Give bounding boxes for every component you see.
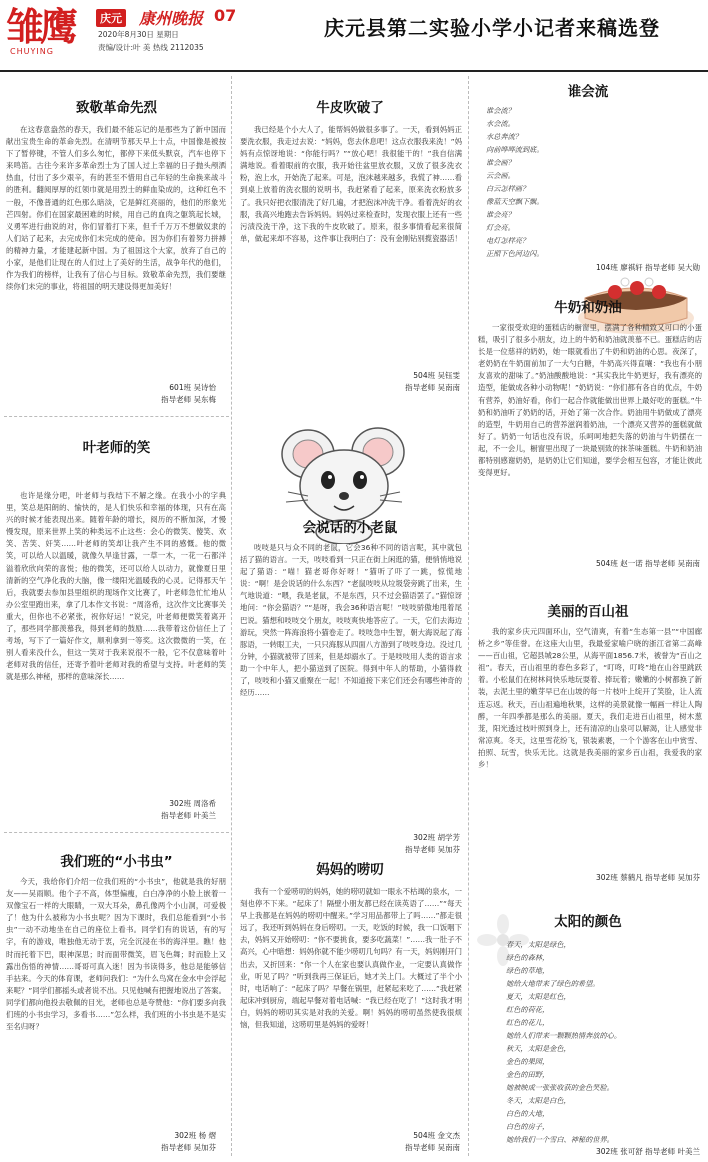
byline-teacher-label: 指导老师: [161, 811, 192, 820]
issue-date: 2020年8月30日 星期日: [98, 30, 179, 39]
page-number: 07: [214, 6, 237, 25]
logo-subtitle: CHUYING: [10, 47, 54, 56]
byline-teacher: 吴加芬: [677, 873, 700, 882]
byline-school: 302班: [596, 1147, 618, 1156]
article-body: 一家很受欢迎的蛋糕店的橱窗里，摆满了各种精致又可口的小蛋糕，吸引了很多小朋友，边上的牛奶和奶油就羡慕不已。蛋糕店的店长是一位慈祥的奶奶，她一眼就看出了牛奶和奶油的心思。夜深了，老奶奶在牛奶面前加了一大勺白糖，牛奶高兴得直嚷：“我也有小朋友喜欢的甜味了。”奶油酸酸地说：“其实我比牛奶更好，我有漂亮的造型，能做成各种小动物呢！”奶奶说：“你们都有各自的优点，牛奶有营养，奶油好看，你们一起合作就能做出世界上最好吃的蛋糕。”牛奶和奶油听了奶奶的话，开始了第一次合作。奶油用牛奶做成了漂亮的造型，牛奶用自己的营养滋润着奶油，一个漂亮又营养的蛋糕就做好了。奶奶一句话也没有说，乐呵呵地把失落的奶油与牛奶摆在一起，不一会儿，橱窗里出现了一块最别致的抹茶味蛋糕。牛奶和奶油都特别感谢奶奶，是奶奶让它们知道，要学会相互包容，才能让彼此变得更好。: [478, 323, 702, 478]
article-byline: [476, 872, 700, 884]
byline-author: 金文杰: [437, 1131, 460, 1140]
paper-name: 康州晚报: [139, 9, 204, 28]
article-title: 妈妈的唠叨: [316, 862, 384, 878]
section-divider: [4, 832, 229, 833]
column-divider: [231, 76, 232, 1156]
article-body: 吱吱是只与众不同的老鼠，它会36种不同的语言呢，其中就包括了猫的语言。一天，吱吱看到一只正在街上闲逛的猫，便悄悄地说起了猫语：“喵！猫老哥你好呀！”猫听了吓了一跳，惊慌地说：“啊！是会说话的什么东西？”老鼠吱吱从垃圾袋旁跳了出来，生气地说道：“喂，我是老鼠，不是东西，只不过会猫语罢了。”猫惊讶地问：“你会猫语？”“是呀，我会36种语言呢！”吱吱骄傲地甩着尾巴说。猫想和吱吱交个朋友，吱吱爽快地答应了。一天，它们去海边游玩，突然一阵海浪将小猫卷走了。吱吱急中生智，朝大海说起了海豚语，一转眼工夫，一只只海豚从四面八方游到了吱吱身边。没过几分钟，小猫就被带了回来，但是却溺水了。于是吱吱用人类的语言求助一个中年人，把小猫送到了医院。得到中年人的帮助，小猫得救了，吱吱和小猫又重聚在一起！不知道接下来它们还会有哪些神奇的经历……: [240, 543, 462, 698]
column-divider: [468, 76, 469, 1156]
article-title: 太阳的颜色: [554, 914, 622, 930]
article-body: 今天，我给你们介绍一位我们班的“小书虫”，他就是我的好朋友——吴雨顺。他个子不高，体型偏瘦，白白净净的小脸上嵌着一双像宝石一样的大眼睛，一双大耳朵，鼻孔像两个小山洞，可爱极了！他为什么被称为小书虫呢？因为下课时，我们总能看到“小书虫”一动不动地坐在自己的座位上看书。同学们有的说话，有的写字，有的游戏，唯独他无动于衷，完全沉浸在书的海洋里。瞧！他时而托着下巴，眼神深思；时而面带微笑，眉飞色舞；时而脸上又露出伤悟的神情……哥哥可真入迷！因为书读得多，他总是能够信手拈来。今天的体育课，老师问我们：“为什么鸟窝在金水中会浮起来呢？”同学们都摇头或者说不出。只见他喊有把握地说出了答案。同学们都向他投去敬佩的目光，老师也总是夸赞他：“你们要多向我们班的小书虫学习，多看书……”怎么样，我们班的小书虫是不是实至名归呀？: [6, 877, 226, 1032]
byline-teacher-label: 指导老师: [161, 395, 192, 404]
poem-line: 正照下色河边闪。: [486, 249, 544, 258]
section-divider: [4, 416, 229, 417]
byline-teacher: 吴南南: [677, 559, 700, 568]
poem-line: 夏天，太阳是红色，: [506, 992, 571, 1001]
poem-line: 水总奔流？: [486, 132, 522, 141]
article-title: 叶老师的笑: [82, 440, 151, 456]
byline-teacher: 叶美兰: [193, 811, 216, 820]
byline-author: 张可舒: [620, 1147, 643, 1156]
article-body: 也许是缘分吧，叶老师与我结下不解之缘。在我小小的字典里，笑总是阳朗的、愉快的，是人们快乐和幸福的体现，只有在高兴的时候才能表现出来。随着年龄的增长，阅历的不断加深，才慢慢发现，原来世界上笑的种类远不止这些：会心的微笑、傻笑、欢笑、苦笑、奸笑……叶老师的笑却让我产生不同的感慨。他的微笑，可以给人以温暖，就像久旱逢甘露，一草一木，一花一石都洋溢着欣欣向荣的喜悦；他的微笑，还可以给人以动力，就像夏日里清新的空气净化我的大脑，像一缕阳光温暖我的心灵。记得那天午后，我就要去参加县里组织的现场作文比赛了，叶老师急忙忙地从办公室里跑出来，拿了几本作文书说：“周洛希，这次作文比赛事关重大，但你也不必紧张，祝你好运！”说完，叶老师便微笑着离开了，那些同学都羡慕我，得到老师的鼓励……我带着这份信任上了考场，写下了一篇好作文，顺利拿到一等奖。这次微微的一笑，在别人看来没什么，但这一笑对于我来说很不一般，它不仅意味着叶老师对我的信任，还寄予着叶老师对我的希望与支持。叶老师的笑就是那么神秘，那样的意味深长……: [6, 491, 226, 682]
byline-teacher: 吴大勋: [677, 263, 700, 272]
poem-line: 白色的房子，: [506, 1122, 550, 1131]
byline-author: 周洛希: [193, 799, 216, 808]
article-body: 在这春意盎然的春天，我们最不能忘记的是那些为了新中国而献出宝贵生命的革命先烈。在清明节那天早上十点，中国像是被按下了暂停键，不管人们多么匆忙，都停下来低头默哀，汽车也停下来鸣笛。古往今来许多革命烈士为了国人过上幸福的日子抛头颅洒热血，付出了多少艰辛，有的甚至不惜用自己年轻的生命换来战斗的胜利。翻阅厚厚的红领巾就是用烈士的鲜血染成的，这种红色不一般，不像普通的红色那么暗淡，它是鲜红亮丽的，他们的形象光芒四射。你们在国家最困难的时候，用自己的血肉之躯筑起长城，义勇军进行曲说的对，你们冒着打下来，但千千万万不想做奴隶的人们站了起来，去完成你们未完成的使命。因为你们有着努力拼搏的精神力量，才能建起新中国。为了祖国这个大家，放弃了自己的小家，是他们让现在的人们过上了美好的生活，战争年代的他们，作为我们的榜样，让我有了信心与目标。致敬革命先烈，我们要继续你们未完的事业，将祖国的明天建设得更加美好！: [6, 125, 226, 292]
byline-teacher-label: 指导老师: [645, 1147, 676, 1156]
article-title: 美丽的百山祖: [547, 604, 629, 620]
byline-teacher-label: 指导老师: [405, 1143, 436, 1152]
poem-line: 白色的大地，: [506, 1109, 550, 1118]
header-rule: [0, 70, 708, 72]
byline-school: 504班: [596, 559, 618, 568]
poem-line: 春天，太阳是绿色，: [506, 940, 571, 949]
byline-teacher-label: 指导老师: [161, 1143, 192, 1152]
article-byline: [476, 558, 700, 570]
byline-author: 杨 熠: [198, 1131, 216, 1140]
article-byline: [6, 382, 216, 406]
article-title: 牛奶和奶油: [554, 300, 622, 316]
article-byline: [240, 1130, 460, 1154]
byline-school: 302班: [413, 833, 436, 842]
byline-school: 302班: [169, 799, 192, 808]
byline-teacher: 叶美兰: [677, 1147, 700, 1156]
byline-teacher: 吴南南: [437, 1143, 460, 1152]
byline-author: 胡学芳: [437, 833, 460, 842]
byline-teacher: 吴南南: [437, 383, 460, 392]
byline-author: 廖祺轩: [620, 263, 643, 272]
byline-teacher-label: 指导老师: [645, 263, 676, 272]
logo: 雏鹰: [6, 4, 75, 49]
byline-teacher-label: 指导老师: [645, 873, 676, 882]
poem-line: 金色的果园，: [506, 1057, 550, 1066]
byline-school: 104班: [596, 263, 618, 272]
byline-teacher-label: 指导老师: [405, 845, 436, 854]
article-title: 会说话的小老鼠: [302, 520, 398, 536]
byline-school: 504班: [413, 1131, 436, 1140]
poem-line: 白云怎样画？: [486, 184, 530, 193]
byline-author: 蔡鹤凡: [620, 873, 643, 882]
poem-line: 向前哗哗流到底。: [486, 145, 544, 154]
byline-teacher-label: 指导老师: [645, 559, 676, 568]
article-title: 我们班的“小书虫”: [60, 854, 173, 870]
poem-line: 她给大地带来了绿色的希望。: [506, 979, 600, 988]
article-body: 我有一个爱唠叨的妈妈，她的唠叨就如一眼永不枯竭的泉水，一刻也停不下来。“起床了！隔壁小朋友都已经在读英语了……”“每天早上我都是在妈妈的唠叨中醒来。”学习用品都带上了吗……”都走很远了，我还听到妈妈在身后唠叨。一天，吃饭的时候，我一口饭咽下去，妈妈又开始唠叨：“你不要挑食，要多吃蔬菜！”……我一肚子不高兴，心中暗想：妈妈你就不能少唠叨几句吗？有一天，妈妈刚开门出去，又折回来：“你一个人在家也要认真做作业，一定要认真做作业，听见了吗？”听到我再三保证后，她才关上门。大概过了半个小时，电话响了：“起床了吗？早餐在锅里，赶紧起来吃了……”我赶紧起床冲到厨房，端起早餐对着电话喊：“我已经在吃了！”这时我才明白，妈妈的唠叨其实是对我的关爱。啊！妈妈的唠叨虽然使我很烦恼，但我知道，这唠叨里是妈妈的爱呀！: [240, 887, 462, 1030]
article-body: 我的家乡庆元四面环山，空气清爽，有着“生态第一县”“中国廊桥之乡”等佳誉。在这座大山里，我最爱家喻户晓的浙江省第二高峰——百山祖，它超县城28公里，从海平面1856.7米，被誉为“百山之祖”。春天，百山祖里的春色多彩了，“叮咚，叮咚”地在山谷里跳跃着。小松鼠们在树林间快乐地玩耍着、捧玩着；嫩嫩的小树都换了新装，去泥土里的嫩芽早已在山坡的每一片枝叶上绽开了笑脸，让人流连忘返。秋天，百山祖遍地秋果，这样的美景就像一幅画一样让人陶醉，一年四季都是那么的美丽。夏天，我们走进百山祖里，树木葱茏，阳光透过枝叶照到身上，还有清凉的山泉可以解渴，让人感觉非常凉爽。冬天，这里雪花纷飞，银装素裹，一个个游客在山中赏雪、拍照、玩雪，快乐无比。这就是我美丽的家乡百山祖，我爱我的家乡！: [478, 627, 702, 770]
poem-body: [486, 104, 686, 260]
masthead: [6, 5, 274, 63]
poem-line: 谁会画？: [486, 158, 515, 167]
byline-school: 504班: [413, 371, 436, 380]
poem-line: 冬天，太阳是白色，: [506, 1096, 571, 1105]
page-headline: 庆元县第二实验小学小记者来稿选登: [324, 16, 660, 40]
poem-line: 她给人们带来一颗颗热情奔放的心。: [506, 1031, 622, 1040]
article-title: 牛皮吹破了: [316, 100, 384, 116]
poem-line: 红色的花儿，: [506, 1018, 550, 1027]
article-byline: [476, 1146, 700, 1158]
byline-teacher-label: 指导老师: [405, 383, 436, 392]
poem-line: 金色的田野，: [506, 1070, 550, 1079]
poem-line: 她被映成一张张收获的金色笑脸。: [506, 1083, 614, 1092]
article-title: 致敬革命先烈: [76, 100, 157, 116]
article-byline: [240, 832, 460, 856]
poem-line: 绿色的森林，: [506, 953, 550, 962]
byline-author: 吴诗怡: [193, 383, 216, 392]
article-byline: [240, 370, 460, 394]
byline-teacher: 吴加芬: [193, 1143, 216, 1152]
editor-line: 责编/设计:叶 美 热线 2112035: [98, 43, 204, 52]
byline-teacher: 吴加芬: [437, 845, 460, 854]
poem-line: 谁会流？: [486, 106, 515, 115]
byline-author: 吴钰雯: [437, 371, 460, 380]
byline-school: 302班: [174, 1131, 197, 1140]
byline-school: 302班: [596, 873, 618, 882]
article-byline: [6, 798, 216, 822]
section-badge: 庆元: [96, 9, 126, 27]
byline-school: 601班: [169, 383, 192, 392]
article-body: 我已经是个小大人了，能帮妈妈做很多事了。一天，看到妈妈正要洗衣服，我走过去说：“妈妈，您去休息吧！这点衣服我来洗！”妈妈有点惊讶地说：“你能行吗？”“放心吧！我很能干的！”我自信满满地说。看着眼前的衣服，我开始往盆里放衣服，又放了很多洗衣粉，泡上水，开始洗了起来。可是，泡沫越来越多，我慌了神……看到桌上放着的洗衣服的说明书，我赶紧看了起来，原来洗衣粉放多了。我只好把衣服清洗了好几遍，才把泡沫冲洗干净。看着洗好的衣服，我高兴地跑去告诉妈妈。妈妈过来检查时，发现衣服上还有一些污渍没洗干净，这下我的牛皮吹破了。原来，很多事情看起来很简单，做起来却不容易，这件事让我明白了：没有金刚钻别揽瓷器活！: [240, 125, 462, 243]
poem-line: 云会画。: [486, 171, 515, 180]
poem-body: [506, 938, 702, 1146]
poem-line: 秋天，太阳是金色，: [506, 1044, 571, 1053]
article-byline: [6, 1130, 216, 1154]
byline-teacher: 吴东梅: [193, 395, 216, 404]
poem-line: 灯会亮。: [486, 223, 515, 232]
byline-author: 赵一诺: [620, 559, 643, 568]
poem-line: 电灯怎样亮？: [486, 236, 530, 245]
poem-line: 绿色的草地，: [506, 966, 550, 975]
poem-line: 像蓝天空飘下飘。: [486, 197, 544, 206]
article-title: 谁会流: [567, 84, 609, 100]
poem-line: 水会流。: [486, 119, 515, 128]
poem-line: 谁会亮？: [486, 210, 515, 219]
poem-line: 她给我们一个雪白、神秘的世界。: [506, 1135, 614, 1144]
poem-line: 红色的荷花，: [506, 1005, 550, 1014]
